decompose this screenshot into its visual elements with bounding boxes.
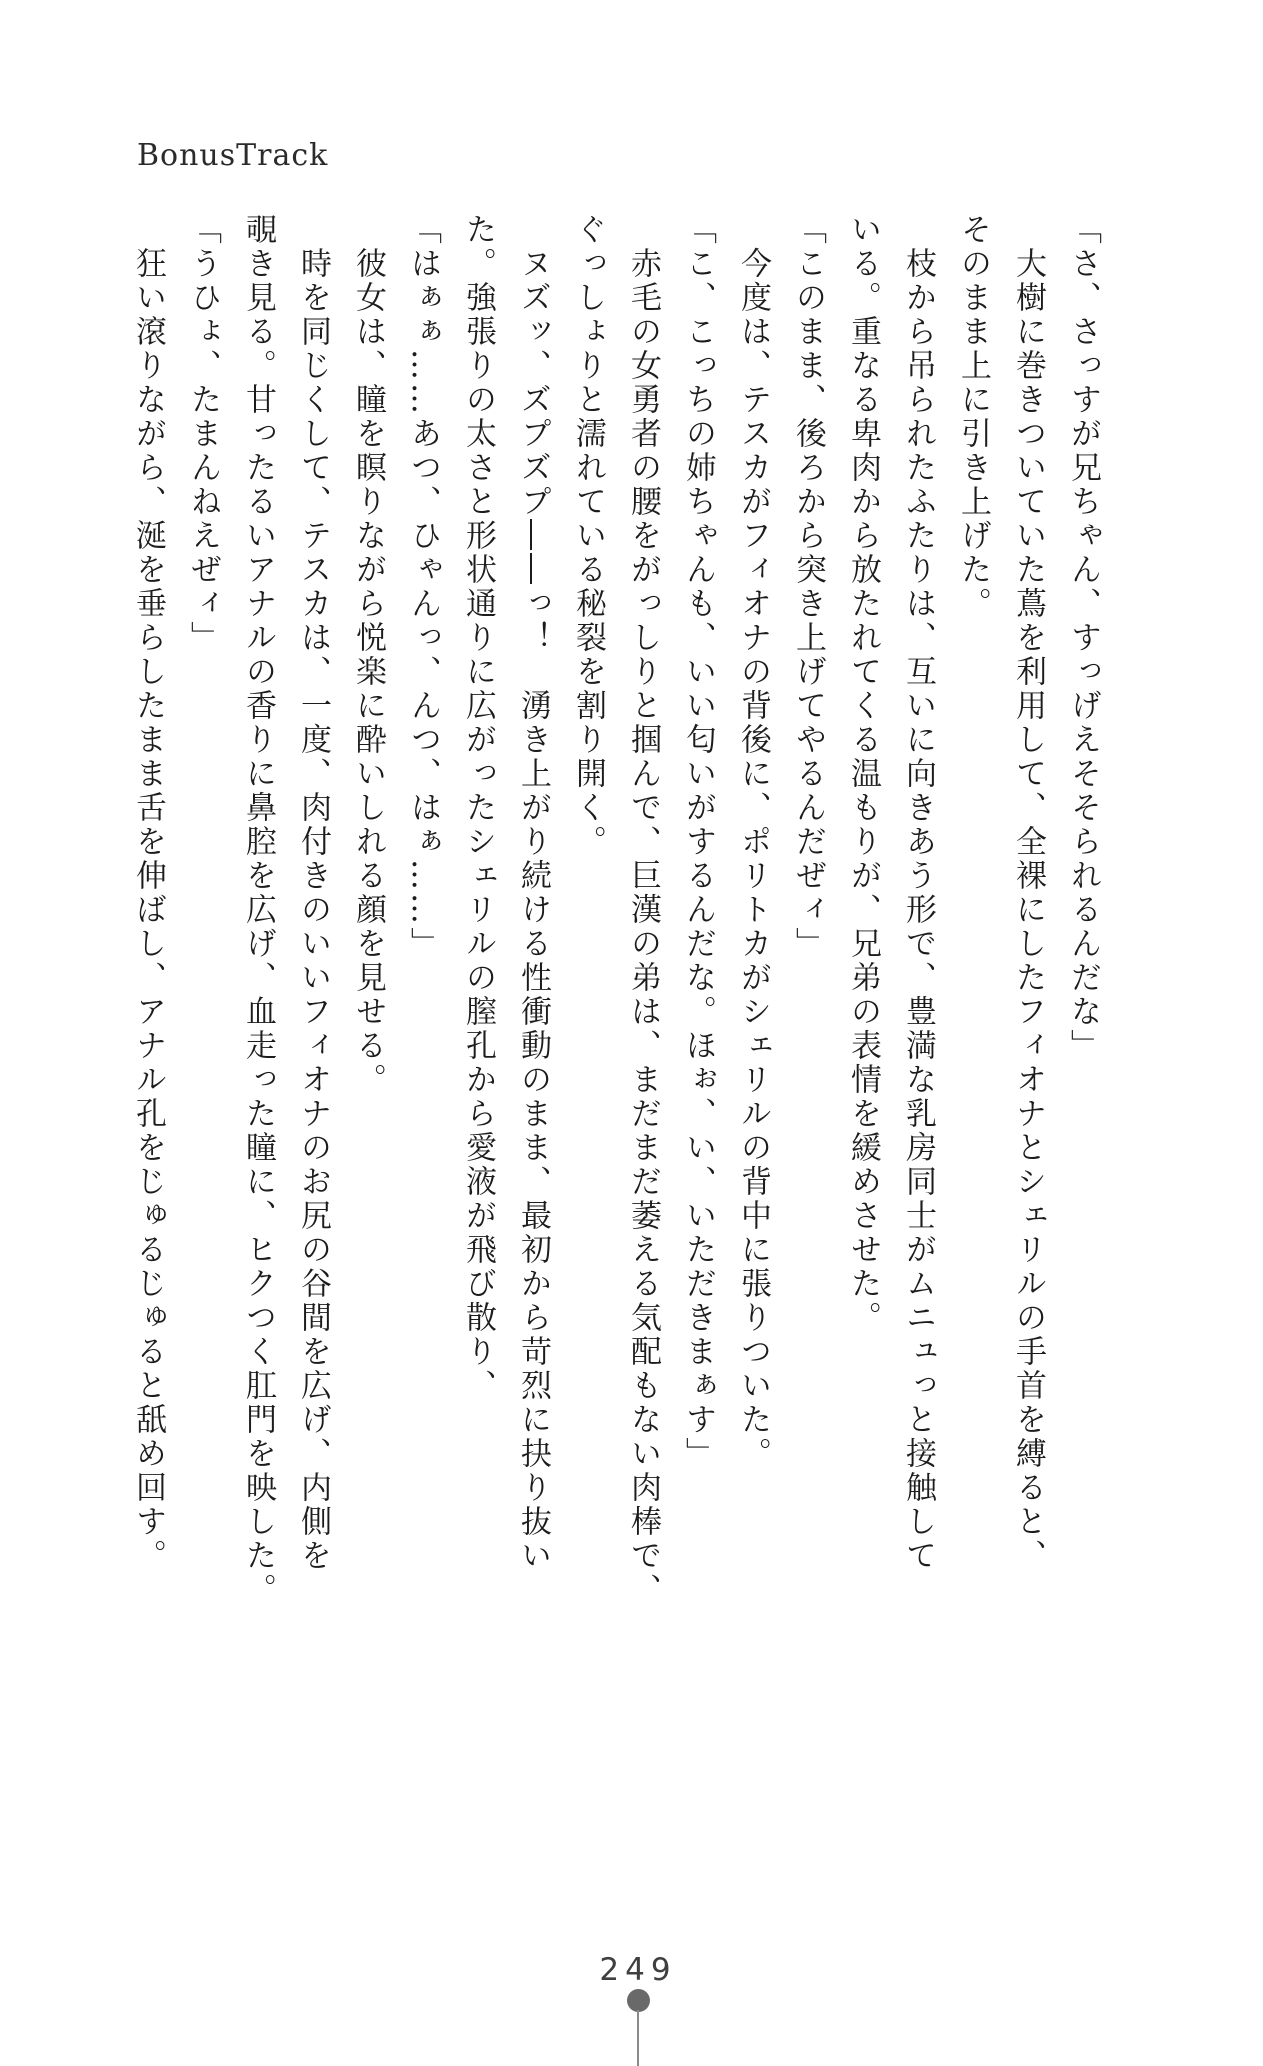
text-column: ぐっしょりと濡れている秘裂を割り開く。	[570, 213, 606, 859]
footer-line-ornament	[637, 2010, 639, 2066]
text-column: 今度は、テスカがフィオナの背後に、ポリトカがシェリルの背中に張りついた。	[735, 247, 771, 1471]
text-column: ヌズッ、ズプズプ――っ！ 湧き上がり続ける性衝動のまま、最初から苛烈に抉り抜い	[515, 247, 551, 1573]
text-column: 赤毛の女勇者の腰をがっしりと掴んで、巨漢の弟は、まだまだ萎える気配もない肉棒で、	[625, 247, 661, 1607]
text-column: 「うひょ、たまんねえぜィ」	[185, 213, 221, 655]
text-column: た。強張りの太さと形状通りに広がったシェリルの膣孔から愛液が飛び散り、	[460, 213, 496, 1403]
page-number: 249	[599, 1952, 677, 1988]
vertical-text-block	[120, 213, 1110, 1628]
text-column: いる。重なる卑肉から放たれてくる温もりが、兄弟の表情を緩めさせた。	[845, 213, 881, 1335]
text-column: 「こ、こっちの姉ちゃんも、いい匂いがするんだな。ほぉ、い、いただきまぁす」	[680, 213, 716, 1471]
text-column: そのまま上に引き上げた。	[955, 213, 991, 621]
text-column: 大樹に巻きついていた蔦を利用して、全裸にしたフィオナとシェリルの手首を縛ると、	[1010, 247, 1046, 1573]
text-column: 「さ、さっすが兄ちゃん、すっげえそそられるんだな」	[1065, 213, 1101, 1063]
text-column: 枝から吊られたふたりは、互いに向きあう形で、豊満な乳房同士がムニュっと接触して	[900, 247, 936, 1573]
footer-dot-ornament	[627, 1989, 650, 2012]
running-header: BonusTrack	[137, 138, 329, 173]
text-column: 彼女は、瞳を瞑りながら悦楽に酔いしれる顔を見せる。	[350, 247, 386, 1097]
text-column: 時を同じくして、テスカは、一度、肉付きのいいフィオナのお尻の谷間を広げ、内側を	[295, 247, 331, 1573]
page-footer	[0, 1952, 1263, 2066]
text-column: 「はぁぁ……あつ、ひゃんっ、んつ、はぁ……」	[405, 213, 441, 961]
text-column: 狂い滾りながら、涎を垂らしたまま舌を伸ばし、アナル孔をじゅるじゅると舐め回す。	[130, 247, 166, 1573]
text-column: 「このまま、後ろから突き上げてやるんだぜィ」	[790, 213, 826, 961]
text-column: 覗き見る。甘ったるいアナルの香りに鼻腔を広げ、血走った瞳に、ヒクつく肛門を映した。	[240, 213, 276, 1607]
